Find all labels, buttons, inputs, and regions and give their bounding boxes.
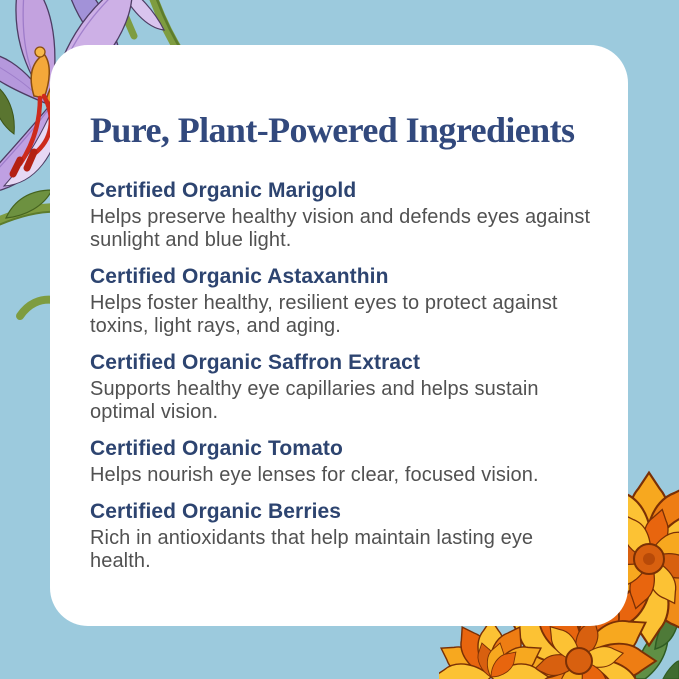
ingredient-description: Helps nourish eye lenses for clear, focused vision.	[90, 464, 539, 486]
ingredient-item	[90, 351, 592, 424]
ingredient-description: Helps preserve healthy vision and defends eyes against sunlight and blue light.	[90, 206, 591, 251]
page-title: Pure, Plant-Powered Ingredients	[90, 110, 575, 150]
ingredients-card	[50, 45, 628, 626]
ingredient-name: Certified Organic Saffron Extract	[90, 351, 421, 374]
ingredient-name: Certified Organic Tomato	[90, 437, 343, 460]
ingredient-list	[90, 179, 592, 573]
ingredient-description: Supports healthy eye capillaries and helps sustain optimal vision.	[90, 378, 539, 423]
ingredient-item	[90, 265, 592, 338]
ingredient-description: Rich in antioxidants that help maintain lasting eye health.	[90, 527, 534, 572]
ingredient-name: Certified Organic Astaxanthin	[90, 265, 389, 288]
ingredient-description: Helps foster healthy, resilient eyes to protect against toxins, light rays, and aging.	[90, 292, 558, 337]
ingredient-name: Certified Organic Marigold	[90, 179, 357, 202]
ingredient-item	[90, 437, 592, 487]
ingredient-item	[90, 179, 592, 252]
ingredient-item	[90, 500, 592, 573]
ingredient-name: Certified Organic Berries	[90, 500, 342, 523]
